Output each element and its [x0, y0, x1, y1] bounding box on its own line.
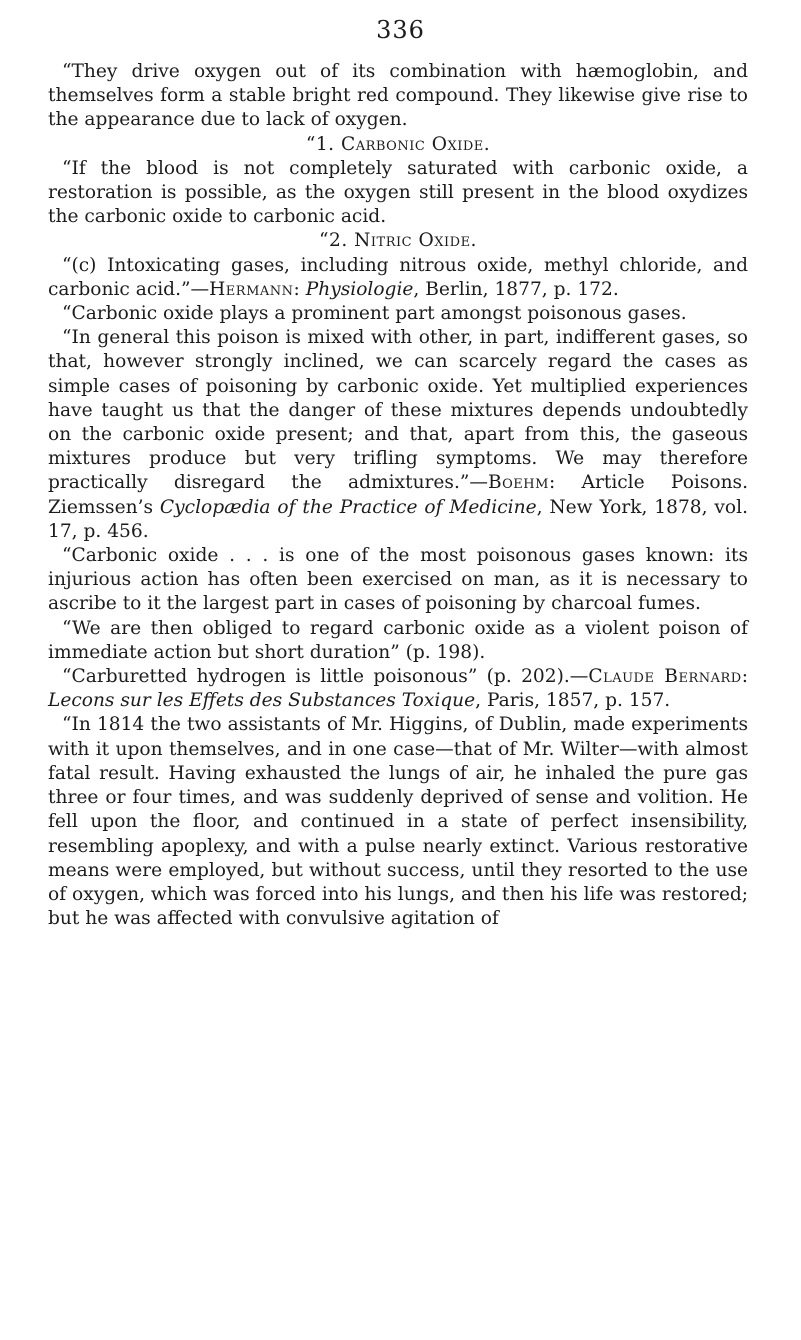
paragraph: “In 1814 the two assistants of Mr. Higgins, of Dublin, made experiments with it upon themselves, and in one case—that of Mr. Wilter—with almost fatal result. Having exhausted the lungs of air, he inhaled the pure gas three or four times, and was suddenly deprived of sense and volition. He fell upon the floor, and continued in a state of perfect insensibility, resembling apoplexy, and with a pulse nearly extinct. Various restorative means were employed, but without success, until they resorted to the use of oxygen, which was forced into his lungs, and then his life was restored; but he was affected with convulsive agitation of [48, 714, 748, 930]
citation-author: Boehm [487, 472, 549, 494]
quote-text: “Carburetted hydrogen is little poisonous” (p. 202).— [62, 666, 589, 688]
citation-separator: : Article Poisons. Ziemssen’s [48, 472, 748, 518]
citation-details: , New York, 1878, vol. 17, p. 456. [48, 496, 748, 542]
citation-details: , Berlin, 1877, p. 172. [413, 278, 619, 300]
citation-author: Claude Bernard [588, 666, 742, 688]
citation-details: , Paris, 1857, p. 157. [475, 690, 671, 712]
paragraph: “If the blood is not completely saturated with carbonic oxide, a restoration is possible, as the oxygen still present in the blood oxydizes the carbonic oxide to carbonic acid. [48, 157, 748, 228]
paragraph: “They drive oxygen out of its combination with hæmoglobin, and themselves form a stable bright red compound. They likewise give rise to the appearance due to lack of oxygen. [48, 61, 748, 131]
paragraph: “Carbonic oxide . . . is one of the most poisonous gases known: its injurious action has often been exercised on man, as it is necessary to ascribe to it the largest part in cases of poisoning by charcoal fumes. [48, 545, 748, 615]
section-heading: “1. Carbonic Oxide. [305, 133, 491, 155]
citation-work: Physiologie [305, 278, 414, 300]
page-text [48, 60, 748, 931]
citation-paragraph [48, 665, 748, 713]
citation-paragraph [48, 326, 748, 544]
quote-text: “(c) Intoxicating gases, including nitrous oxide, methyl chloride, and carbonic acid.”— [48, 254, 748, 300]
citation-paragraph [48, 254, 748, 302]
citation-author: Hermann [209, 278, 294, 300]
paragraph: “Carbonic oxide plays a prominent part amongst poisonous gases. [62, 303, 687, 325]
citation-work: Cyclopædia of the Practice of Medicine [159, 496, 537, 518]
citation-separator: : [741, 666, 748, 688]
citation-work: Lecons sur les Effets des Substances Toxique [48, 690, 476, 712]
citation-separator: : [293, 278, 306, 300]
section-heading: “2. Nitric Oxide. [319, 230, 477, 252]
page-number: 336 [376, 16, 425, 44]
paragraph: “We are then obliged to regard carbonic oxide as a violent poison of immediate action but short duration” (p. 198). [48, 617, 748, 663]
quote-text: “In general this poison is mixed with other, in part, indifferent gases, so that, however strongly inclined, we can scarcely regard the cases as simple cases of poisoning by carbonic oxide. Yet multiplied experiences have taught us that the danger of these mixtures depends undoubtedly on the carbonic oxide present; and that, apart from this, the gaseous mixtures produce but very trifling symptoms. We may therefore practically disregard the admixtures.”— [48, 327, 748, 494]
